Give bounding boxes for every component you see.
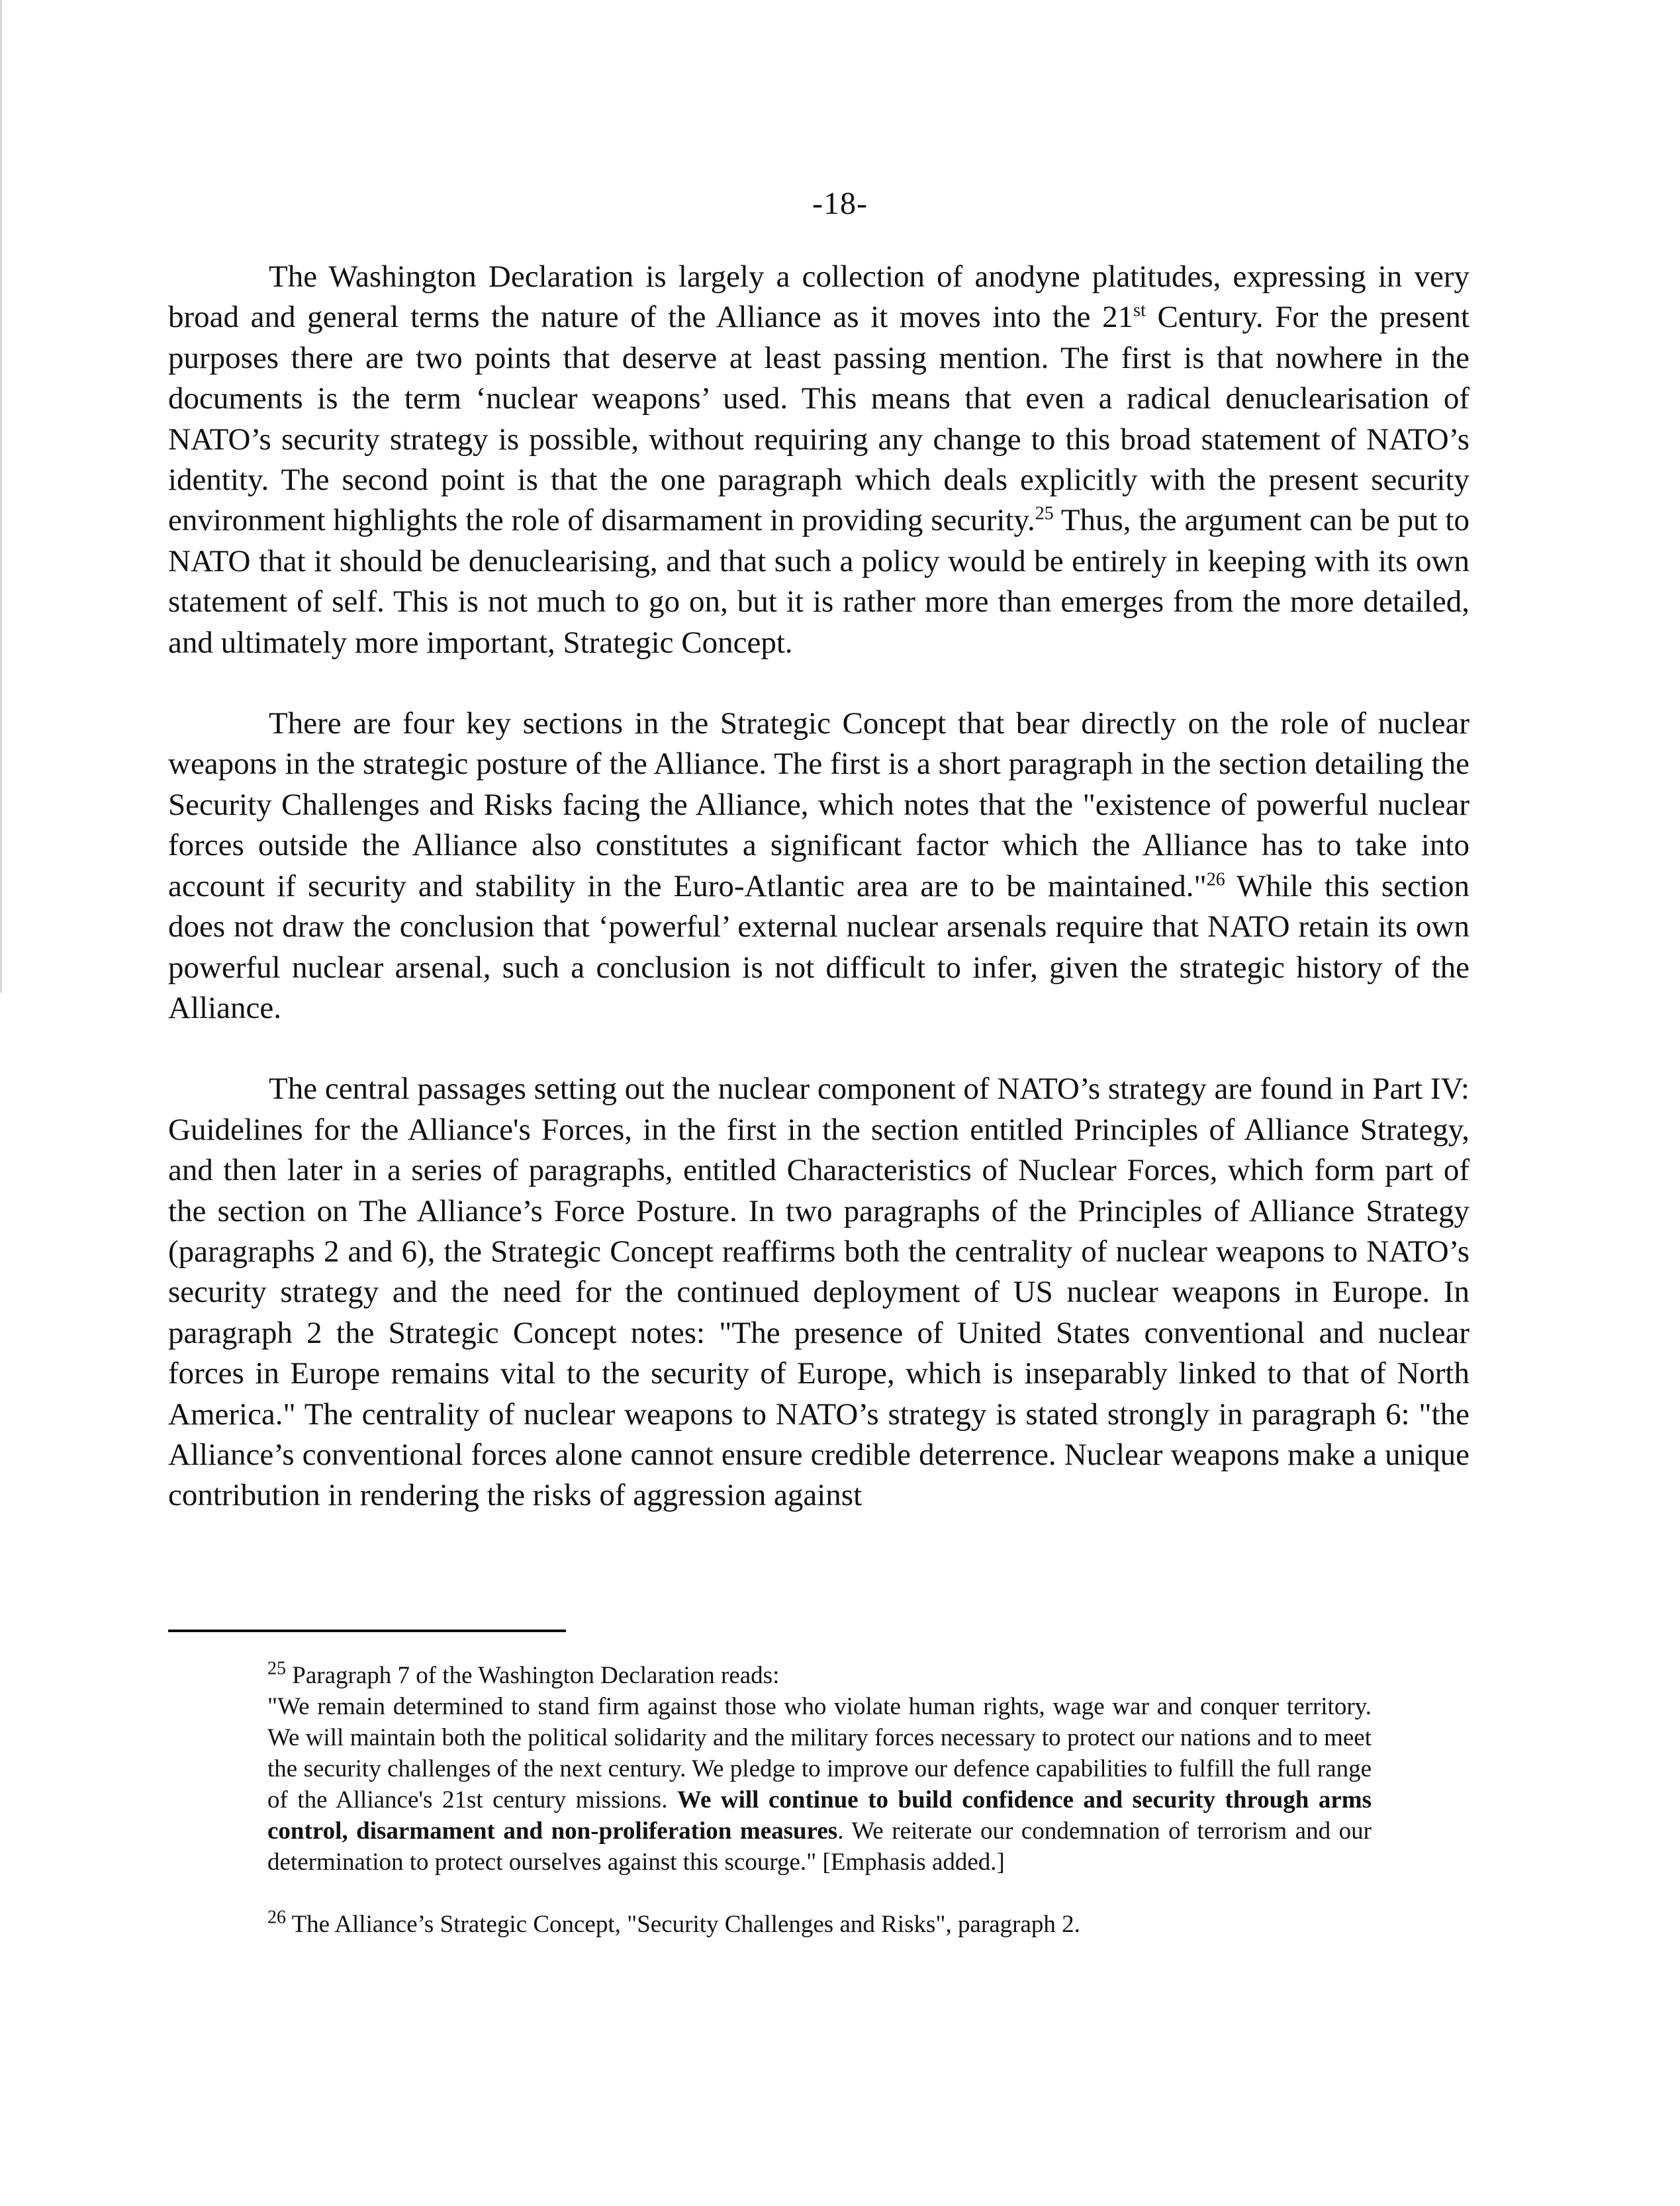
paragraph-2-text-b: While this section does not draw the conclusion that ‘powerful’ external nuclear arsenals require that NATO retain its own powerful nuclear arsenal, such a conclusion is not difficult to infer, given the strategic history of the Alliance. (168, 868, 1470, 1025)
paragraph-3-text: The central passages setting out the nuclear component of NATO’s strategy are found in Part IV: Guidelines for the Alliance's Forces, in the first in the section entitled Principles of Alliance Strategy, and then later in a series of paragraphs, entitled Characteristics of Nuclear Forces, which form part of the section on The Alliance’s Force Posture. In two paragraphs of the Principles of Alliance Strategy (paragraphs 2 and 6), the Strategic Concept reaffirms both the centrality of nuclear weapons to NATO’s security strategy and the need for the continued deployment of US nuclear weapons in Europe. In paragraph 2 the Strategic Concept notes: "The presence of United States conventional and nuclear forces in Europe remains vital to the security of Europe, which is inseparably linked to that of North America." The centrality of nuclear weapons to NATO’s strategy is stated strongly in paragraph 6: "the Alliance’s conventional forces alone cannot ensure credible deterrence. Nuclear weapons make a unique contribution in rendering the risks of aggression against (168, 1072, 1470, 1513)
footnote-25-intro: Paragraph 7 of the Washington Declaration reads: (286, 1662, 780, 1689)
footnotes (267, 1660, 1372, 1971)
footnote-26-text: The Alliance’s Strategic Concept, "Security Challenges and Risks", paragraph 2. (286, 1911, 1080, 1938)
footnote-25-quote-emphasis: We will continue to build confidence and security through arms control, disarmament and non-proliferation measures (267, 1786, 1372, 1845)
paragraph-2-text-a: There are four key sections in the Strategic Concept that bear directly on the role of nuclear weapons in the strategic posture of the Alliance. The first is a short paragraph in the section detailing the Security Challenges and Risks facing the Alliance, which notes that the "existence of powerful nuclear forces outside the Alliance also constitutes a significant factor which the Alliance has to take into account if security and stability in the Euro-Atlantic area are to be maintained." (168, 706, 1470, 903)
footnote-25-quote-c: . We reiterate our condemnation of terrorism and our determination to protect ourselves against this scourge." [Emphasis added.] (267, 1817, 1372, 1876)
footnote-25-quote-a: "We remain determined to stand firm against those who violate human rights, wage war and conquer territory. We will maintain both the political solidarity and the military forces necessary to protect our nations and to meet the security challenges of the next century. We pledge to improve our defence capabilities to fulfill the full range of the Alliance's 21st century missions. (267, 1693, 1372, 1814)
paragraph-1-text-b: Century. For the present purposes there are two points that deserve at least passing mention. The first is that nowhere in the documents is the term ‘nuclear weapons’ used. This means that even a radical denuclearisation of NATO’s security strategy is possible, without requiring any change to this broad statement of NATO’s identity. The second point is that the one paragraph which deals explicitly with the present security environment highlights the role of disarmament in providing security. (168, 300, 1470, 538)
paragraph-1-text-a: The Washington Declaration is largely a collection of anodyne platitudes, expressing in very broad and general terms the nature of the Alliance as it moves into the 21 (168, 259, 1470, 335)
footnote-separator (168, 1630, 566, 1632)
paragraph-3 (168, 1069, 1470, 1516)
footnote-26-number: 26 (267, 1907, 286, 1928)
footnote-ref-25: 25 (1035, 503, 1054, 524)
body-text (168, 257, 1470, 1557)
paragraph-1-text-c: Thus, the argument can be put to NATO that it should be denuclearising, and that such a policy would be entirely in keeping with its own statement of self. This is not much to go on, but it is rather more than emerges from the more detailed, and ultimately more important, Strategic Concept. (168, 503, 1470, 660)
scan-edge-line (0, 0, 2, 993)
footnote-25-number: 25 (267, 1658, 286, 1679)
footnote-26 (267, 1909, 1372, 1940)
footnote-ref-26: 26 (1206, 869, 1225, 890)
footnote-25 (267, 1660, 1372, 1878)
paragraph-1 (168, 257, 1470, 663)
paragraph-2 (168, 704, 1470, 1029)
footnote-25-quote (267, 1691, 1372, 1878)
page-number: -18- (812, 186, 868, 221)
ordinal-suffix: st (1133, 300, 1146, 321)
